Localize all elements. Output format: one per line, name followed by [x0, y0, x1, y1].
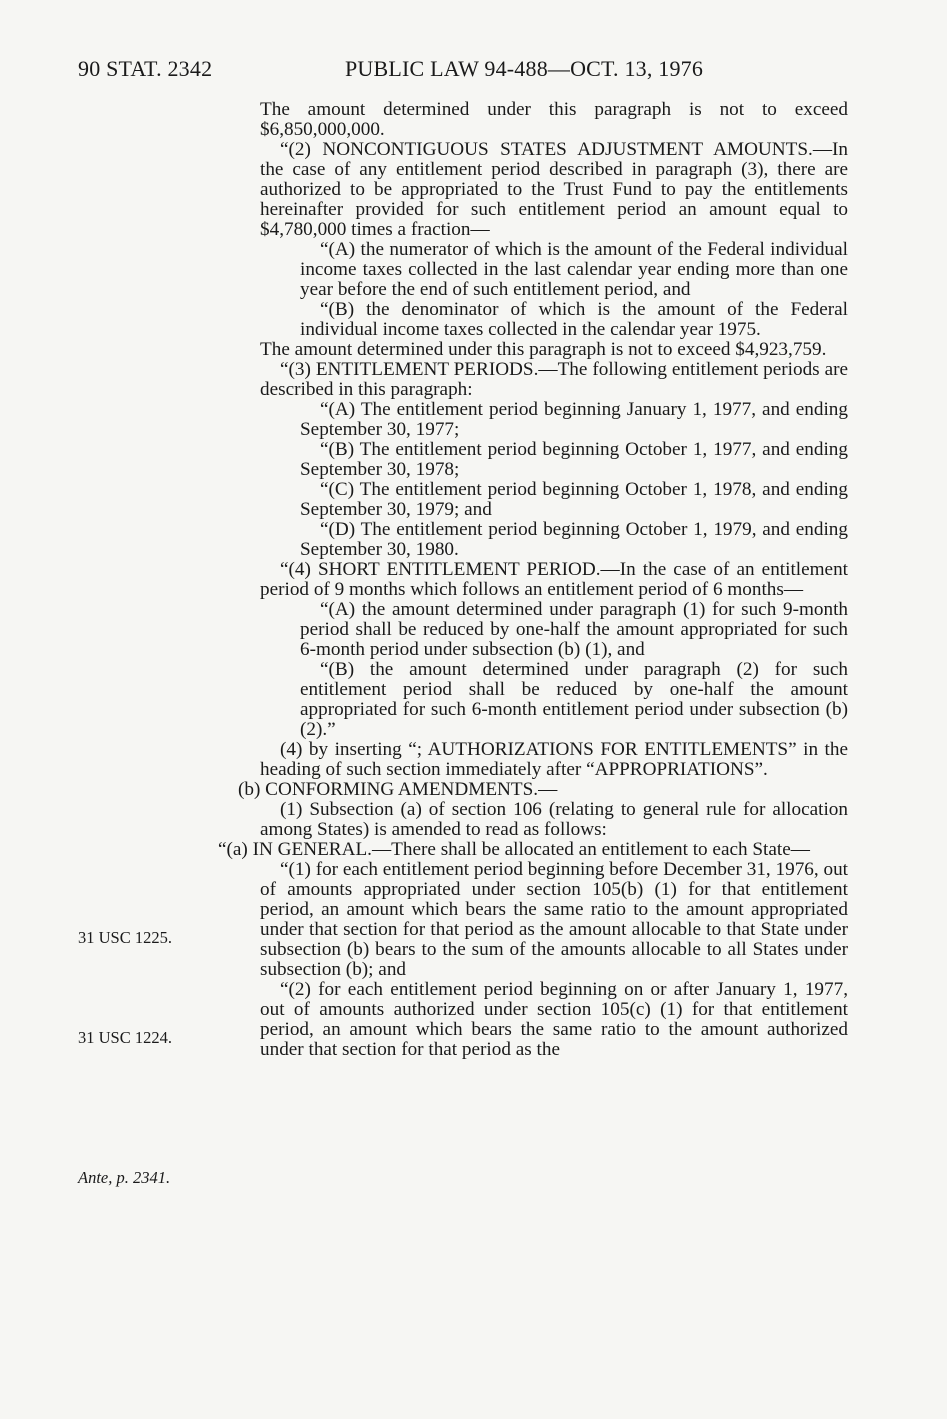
paragraph: “(B) the denominator of which is the amount of the Federal individual income taxes collected in the calendar year 1975.: [300, 299, 848, 340]
margin-citation-ante: Ante, p. 2341.: [78, 1168, 171, 1187]
paragraph: “(3) ENTITLEMENT PERIODS.—The following entitlement periods are described in this paragraph:: [260, 359, 848, 400]
statute-page-number: 90 STAT. 2342: [78, 56, 213, 81]
paragraph: (b) CONFORMING AMENDMENTS.—: [238, 779, 558, 800]
paragraph: “(A) the amount determined under paragraph (1) for such 9-month period shall be reduced by one-half the amount appropriated for such 6-month period under subsection (b) (1), and: [300, 599, 848, 660]
paragraph: The amount determined under this paragraph is not to exceed $4,923,759.: [260, 339, 827, 360]
margin-citation-1225: 31 USC 1225.: [78, 928, 172, 947]
paragraph: “(2) for each entitlement period beginning on or after January 1, 1977, out of amounts authorized under section 105(c) (1) for that entitlement period, an amount which bears the same ratio to the amount authorized under that section for that period as the: [260, 979, 848, 1060]
paragraph: “(A) The entitlement period beginning January 1, 1977, and ending September 30, 1977;: [300, 399, 848, 440]
margin-citation-1224: 31 USC 1224.: [78, 1028, 172, 1047]
paragraph: “(D) The entitlement period beginning October 1, 1979, and ending September 30, 1980.: [300, 519, 848, 560]
paragraph: “(C) The entitlement period beginning October 1, 1978, and ending September 30, 1979; and: [300, 479, 848, 520]
paragraph: “(4) SHORT ENTITLEMENT PERIOD.—In the case of an entitlement period of 9 months which follows an entitlement period of 6 months—: [260, 559, 848, 600]
paragraph: “(B) The entitlement period beginning October 1, 1977, and ending September 30, 1978;: [300, 439, 848, 480]
document-body: [218, 100, 848, 1060]
public-law-header: PUBLIC LAW 94-488—OCT. 13, 1976: [345, 56, 704, 81]
paragraph: (4) by inserting “; AUTHORIZATIONS FOR ENTITLEMENTS” in the heading of such section immediately after “APPROPRIATIONS”.: [260, 739, 848, 780]
paragraph: “(B) the amount determined under paragraph (2) for such entitlement period shall be reduced by one-half the amount appropriated for such 6-month entitlement period under subsection (b) (2).”: [300, 659, 848, 740]
paragraph: “(a) IN GENERAL.—There shall be allocated an entitlement to each State—: [218, 839, 810, 860]
paragraph: The amount determined under this paragraph is not to exceed $6,850,000,000.: [260, 99, 848, 140]
paragraph: (1) Subsection (a) of section 106 (relating to general rule for allocation among States) is amended to read as follows:: [260, 799, 848, 840]
paragraph: “(2) NONCONTIGUOUS STATES ADJUSTMENT AMOUNTS.—In the case of any entitlement period described in paragraph (3), there are authorized to be appropriated to the Trust Fund to pay the entitlements hereinafter provided for such entitlement period an amount equal to $4,780,000 times a fraction—: [260, 139, 848, 240]
paragraph: “(A) the numerator of which is the amount of the Federal individual income taxes collected in the last calendar year ending more than one year before the end of such entitlement period, and: [300, 239, 848, 300]
paragraph: “(1) for each entitlement period beginning before December 31, 1976, out of amounts appropriated under section 105(b) (1) for that entitlement period, an amount which bears the same ratio to the amount appropriated under that section for that period as the amount allocable to that State under subsection (b) bears to the sum of the amounts allocable to all States under subsection (b); and: [260, 859, 848, 980]
